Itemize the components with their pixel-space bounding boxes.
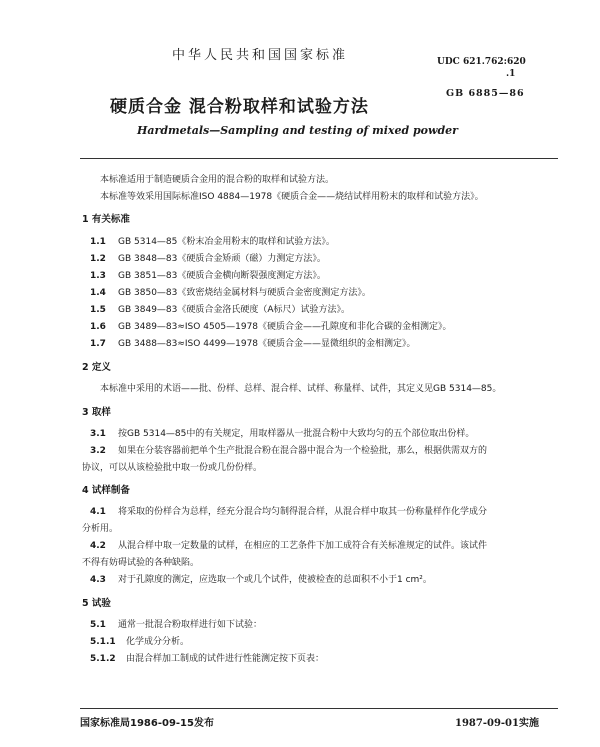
item-number: 4.3 — [90, 575, 106, 585]
item-number: 1.3 — [90, 271, 106, 281]
paragraph-5-1-2 — [90, 651, 324, 664]
item-text: GB 5314—85《粉末冶金用粉末的取样和试验方法》。 — [118, 237, 335, 247]
item-number: 1.5 — [90, 305, 106, 315]
item-number: 4.1 — [90, 507, 106, 517]
section-5-heading: 5 试验 — [82, 598, 111, 609]
item-number: 1.6 — [90, 322, 106, 332]
item-number: 1.1 — [90, 237, 106, 247]
item-number: 1.7 — [90, 339, 106, 349]
item-text: 从混合样中取一定数量的试样，在相应的工艺条件下加工成符合有关标准规定的试件。该试件 — [118, 541, 488, 551]
paragraph-4-2-continued: 不得有妨碍试验的各种缺陷。 — [82, 558, 200, 568]
item-text: GB 3488—83≈ISO 4499—1978《硬质合金——显微组织的金相测定》。 — [118, 339, 416, 349]
intro-equivalence: 本标准等效采用国际标准ISO 4884—1978《硬质合金——烧结试样用粉末的取样和试验方法》。 — [100, 192, 484, 202]
section-4-heading: 4 试样制备 — [82, 485, 130, 496]
list-item — [90, 336, 416, 349]
footer-divider — [80, 708, 558, 709]
item-text: 将采取的份样合为总样，经充分混合均匀制得混合样，从混合样中取其一份称量样作化学成分 — [118, 507, 488, 517]
document-title: 硬质合金 混合粉取样和试验方法 — [110, 97, 369, 117]
header-divider — [80, 158, 558, 159]
item-text: 按GB 5314—85中的有关规定，用取样器从一批混合粉中大致均匀的五个部位取出份样。 — [118, 429, 475, 439]
item-number: 3.2 — [90, 446, 106, 456]
item-text: 如果在分装容器前把单个生产批混合粉在混合器中混合为一个检验批，那么，根据供需双方的 — [118, 446, 488, 456]
item-number: 5.1 — [90, 620, 106, 630]
list-item — [90, 234, 335, 247]
paragraph-4-1-continued: 分析用。 — [82, 524, 119, 534]
document-title-english: Hardmetals—Sampling and testing of mixed powder — [137, 124, 458, 137]
list-item — [90, 268, 326, 281]
effective-date: 1987-09-01实施 — [455, 718, 539, 729]
item-number: 5.1.1 — [90, 637, 116, 647]
item-text: GB 3848—83《硬质合金矫顽（磁）力测定方法》。 — [118, 254, 326, 264]
standard-name: 中华人民共和国国家标准 — [172, 48, 349, 63]
definition-text: 本标准中采用的术语——批、份样、总样、混合样、试样、称量样、试件，其定义见GB 5314—85。 — [100, 384, 502, 394]
item-number: 1.4 — [90, 288, 106, 298]
item-text: 通常一批混合粉取样进行如下试验： — [118, 620, 263, 630]
section-2-heading: 2 定义 — [82, 362, 111, 373]
paragraph-3-2-continued: 协议，可以从该检验批中取一份或几份份样。 — [82, 463, 263, 473]
paragraph-4-2 — [90, 538, 487, 551]
udc-code: UDC 621.762:620 — [437, 57, 526, 67]
section-1-heading: 1 有关标准 — [82, 214, 130, 225]
paragraph-4-1 — [90, 504, 487, 517]
list-item — [90, 251, 326, 264]
item-number: 1.2 — [90, 254, 106, 264]
list-item — [90, 285, 371, 298]
issue-date: 国家标准局1986-09-15发布 — [80, 718, 214, 729]
paragraph-5-1-1 — [90, 634, 189, 647]
item-text: GB 3850—83《致密烧结金属材料与硬质合金密度测定方法》。 — [118, 288, 371, 298]
list-item — [90, 302, 350, 315]
item-number: 3.1 — [90, 429, 106, 439]
paragraph-5-1 — [90, 617, 262, 630]
item-text: 对于孔隙度的测定，应选取一个或几个试件，使被检查的总面积不小于1 cm²。 — [118, 575, 432, 585]
item-number: 5.1.2 — [90, 654, 116, 664]
item-text: 化学成分分析。 — [126, 637, 190, 647]
item-text: GB 3849—83《硬质合金洛氏硬度（A标尺）试验方法》。 — [118, 305, 351, 315]
section-3-heading: 3 取样 — [82, 407, 111, 418]
paragraph-4-3 — [90, 572, 432, 585]
list-item — [90, 319, 452, 332]
paragraph-3-2 — [90, 443, 487, 456]
item-text: 由混合样加工制成的试件进行性能测定按下页表： — [126, 654, 325, 664]
item-number: 4.2 — [90, 541, 106, 551]
intro-scope: 本标准适用于制造硬质合金用的混合粉的取样和试验方法。 — [100, 175, 335, 185]
item-text: GB 3489—83≈ISO 4505—1978《硬质合金——孔隙度和非化合碳的金相测定》。 — [118, 322, 452, 332]
udc-code-suffix: .1 — [506, 69, 516, 79]
gb-number: GB 6885—86 — [446, 88, 525, 99]
item-text: GB 3851—83《硬质合金横向断裂强度测定方法》。 — [118, 271, 326, 281]
paragraph-3-1 — [90, 426, 474, 439]
